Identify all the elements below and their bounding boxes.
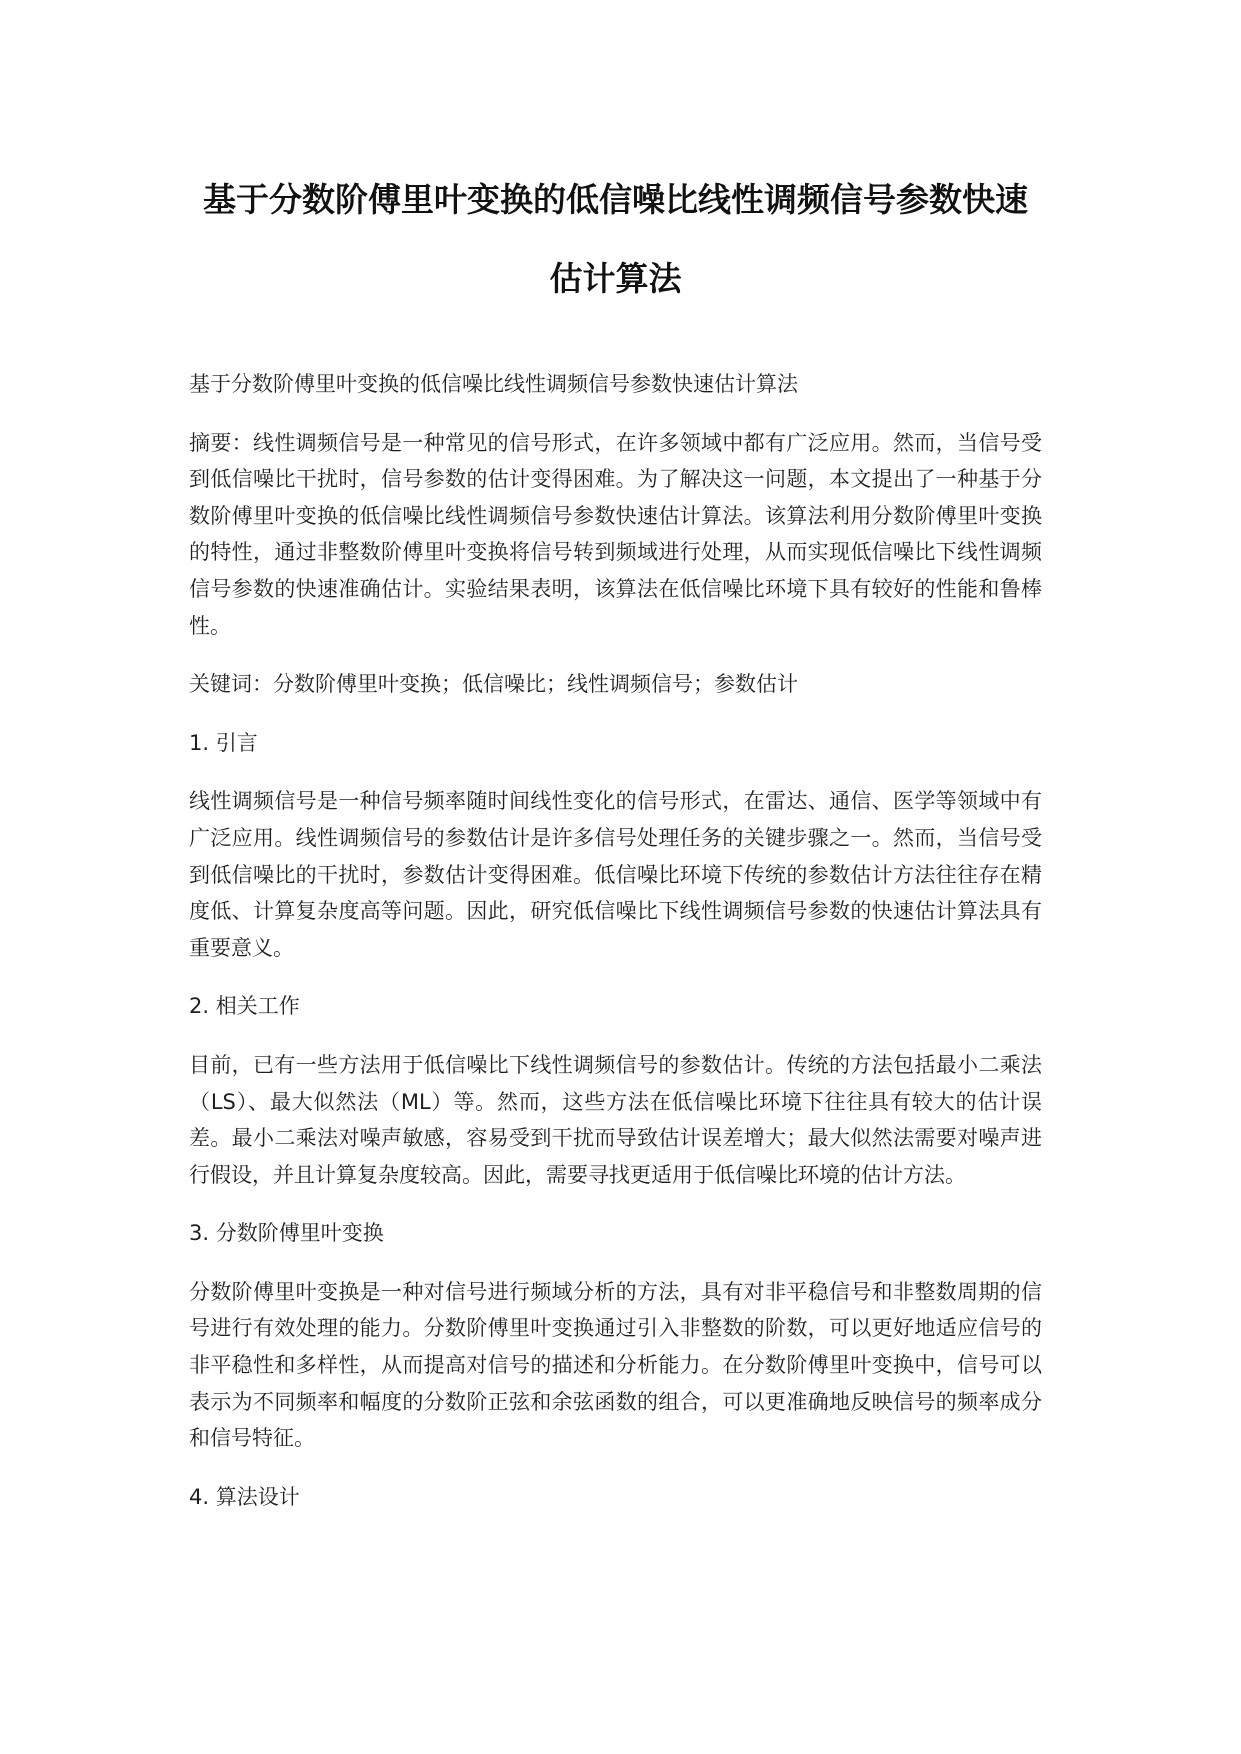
section-heading-related-work: 2. 相关工作 <box>189 994 300 1019</box>
keywords-line: 关键词：分数阶傅里叶变换；低信噪比；线性调频信号；参数估计 <box>189 672 798 697</box>
section-body-introduction: 线性调频信号是一种信号频率随时间线性变化的信号形式，在雷达、通信、医学等领域中有广泛应用。线性调频信号的参数估计是许多信号处理任务的关键步骤之一。然而，当信号受到低信噪比的干扰时，参数估计变得困难。低信噪比环境下传统的参数估计方法往往存在精度低、计算复杂度高等问题。因此，研究低信噪比下线性调频信号参数的快速估计算法具有重要意义。 <box>189 789 1042 960</box>
section-body-frft: 分数阶傅里叶变换是一种对信号进行频域分析的方法，具有对非平稳信号和非整数周期的信号进行有效处理的能力。分数阶傅里叶变换通过引入非整数的阶数，可以更好地适应信号的非平稳性和多样性，从而提高对信号的描述和分析能力。在分数阶傅里叶变换中，信号可以表示为不同频率和幅度的分数阶正弦和余弦函数的组合，可以更准确地反映信号的频率成分和信号特征。 <box>189 1279 1042 1451</box>
document-subtitle: 基于分数阶傅里叶变换的低信噪比线性调频信号参数快速估计算法 <box>189 372 798 396</box>
abstract-paragraph: 摘要：线性调频信号是一种常见的信号形式，在许多领域中都有广泛应用。然而，当信号受到低信噪比干扰时，信号参数的估计变得困难。为了解决这一问题，本文提出了一种基于分数阶傅里叶变换的低信噪比线性调频信号参数快速估计算法。该算法利用分数阶傅里叶变换的特性，通过非整数阶傅里叶变换将信号转到频域进行处理，从而实现低信噪比下线性调频信号参数的快速准确估计。实验结果表明，该算法在低信噪比环境下具有较好的性能和鲁棒性。 <box>189 430 1042 638</box>
section-body-related-work: 目前，已有一些方法用于低信噪比下线性调频信号的参数估计。传统的方法包括最小二乘法（LS）、最大似然法（ML）等。然而，这些方法在低信噪比环境下往往具有较大的估计误差。最小二乘法对噪声敏感，容易受到干扰而导致估计误差增大；最大似然法需要对噪声进行假设，并且计算复杂度较高。因此，需要寻找更适用于低信噪比环境的估计方法。 <box>189 1052 1042 1187</box>
document-title: 基于分数阶傅里叶变换的低信噪比线性调频信号参数快速估计算法 <box>203 180 1028 298</box>
section-heading-frft: 3. 分数阶傅里叶变换 <box>189 1221 384 1246</box>
section-heading-introduction: 1. 引言 <box>189 730 258 755</box>
document-page <box>189 160 1042 1515</box>
section-heading-algorithm-design: 4. 算法设计 <box>189 1484 300 1509</box>
